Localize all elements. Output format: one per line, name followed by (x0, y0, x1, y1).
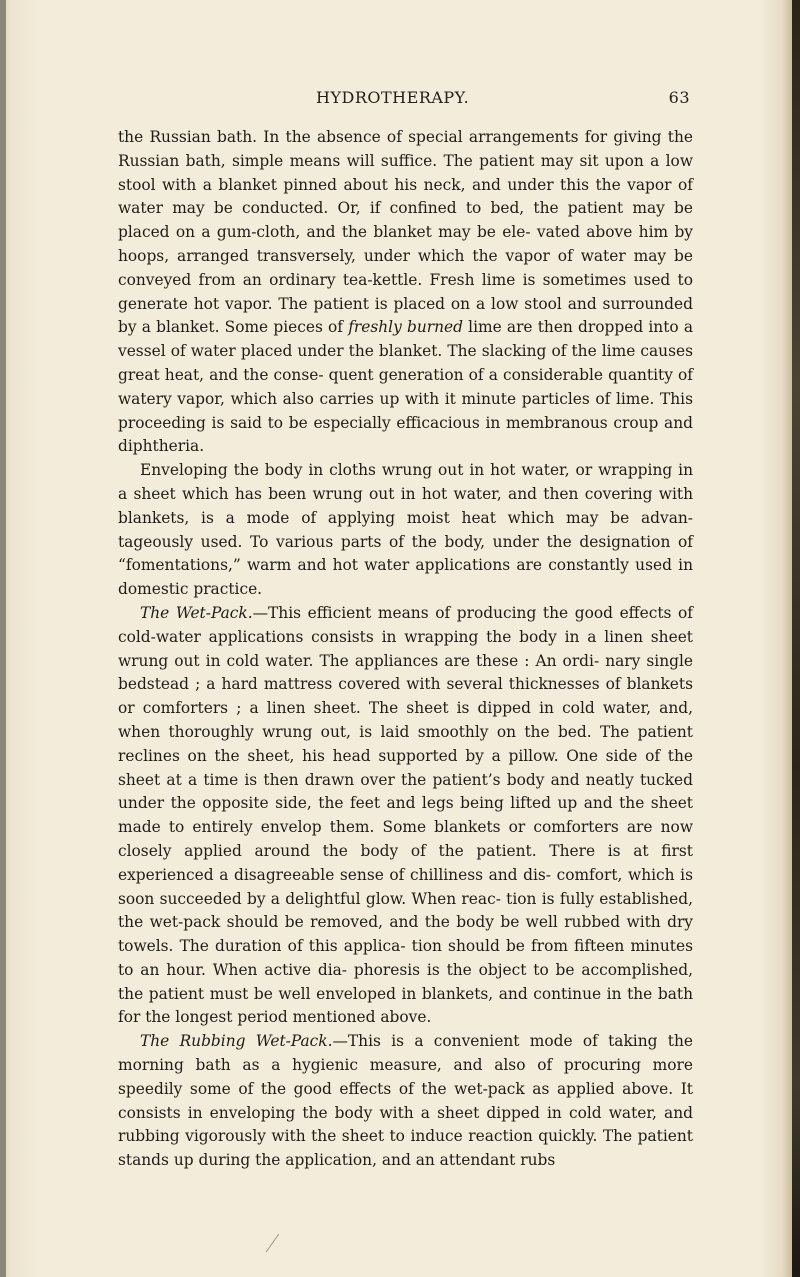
running-header (118, 88, 690, 112)
italic-phrase: freshly burned (348, 318, 463, 337)
paragraph-russian-bath (118, 126, 693, 459)
left-page-edge (0, 0, 6, 1277)
paragraph-wet-pack (118, 602, 693, 1030)
paragraph-text: lime are then dropped into a vessel of water placed under the blanket. The slacking of the lime causes great heat, and the conse- quent generation of a considerable quantity of watery vapor, which also carries up with it minute particles of lime. This proceeding is said to be especially efficacious in membranous croup and diphtheria. (118, 318, 694, 456)
page-number: 63 (668, 88, 690, 107)
paragraph-text: —This efficient means of producing the good effects of cold-water applications consists in wrapping the body in a linen sheet wrung out in cold water. The appliances are these : An ordi- nary single bedstead ; a hard mattress covered with several thicknesses of blankets or comforters ; a linen sheet. The sheet is dipped in cold water, and, when thoroughly wrung out, is laid smoothly on the bed. The patient reclines on the sheet, his head supported by a pillow. One side of the sheet at a time is then drawn over the patient’s body and neatly tucked under the opposite side, the feet and legs being lifted up and the sheet made to entirely envelop them. Some blankets or comforters are now closely applied around the body of the patient. There is at first experienced a disagreeable sense of chilliness and dis- comfort, which is soon succeeded by a delightful glow. When reac- tion is fully established, the wet-pack should be removed, and the body be well rubbed with dry towels. The duration of this applica- tion should be from fifteen minutes to an hour. When active dia- phoresis is the object to be accomplished, the patient must be well enveloped in blankets, and continue in the bath for the longest period mentioned above. (118, 603, 693, 1027)
body-text (118, 126, 693, 1173)
section-heading-rubbing-wet-pack: The Rubbing Wet-Pack. (140, 1032, 333, 1051)
paragraph-text: —This is a convenient mode of taking the morning bath as a hygienic measure, and also of procuring more speedily some of the good effects of the wet-pack as applied above. It consists in enveloping the body with a sheet dipped in cold water, and rubbing vigorously with the sheet to induce reaction quickly. The patient stands up during the application, and an attendant rubs (118, 1032, 693, 1170)
paragraph-rubbing-wet-pack (118, 1030, 693, 1173)
paragraph-fomentations: Enveloping the body in cloths wrung out in hot water, or wrapping in a sheet which has been wrung out in hot water, and then covering with blankets, is a mode of applying moist heat which may be advan- tageously used. To various parts of the body, under the designation of “fomentations,” warm and hot water applications are constantly used in domestic practice. (118, 461, 693, 599)
right-page-edge (792, 0, 800, 1277)
section-heading-wet-pack: The Wet-Pack. (140, 603, 253, 622)
paragraph-text: the Russian bath. In the absence of special arrangements for giving the Russian bath, simple means will suffice. The patient may sit upon a low stool with a blanket pinned about his neck, and under this the vapor of water may be conducted. Or, if confined to bed, the patient may be placed on a gum-cloth, and the blanket may be ele- vated above him by hoops, arranged transversely, under which the vapor of water may be conveyed from an ordinary tea-kettle. Fresh lime is sometimes used to generate hot vapor. The patient is placed on a low stool and surrounded by a blanket. Some pieces of (118, 128, 693, 337)
stray-pencil-mark (266, 1234, 279, 1253)
running-title: HYDROTHERAPY. (316, 88, 470, 107)
